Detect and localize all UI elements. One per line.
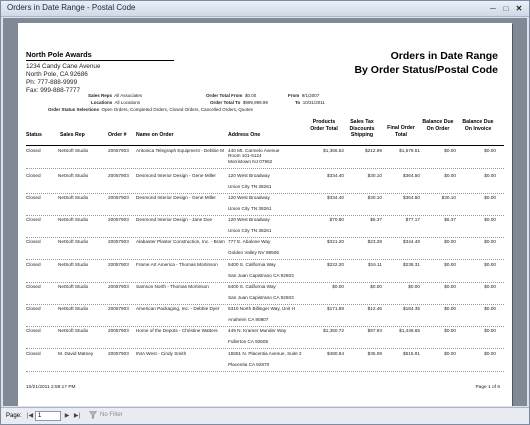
report-title: Orders in Date Range bbox=[390, 50, 498, 62]
cell-order-number: 20057903 bbox=[108, 351, 129, 356]
cell-final-total: $184.35 bbox=[403, 306, 420, 311]
cell-balance-invoice: $0.00 bbox=[484, 328, 496, 333]
filter-sales-reps bbox=[88, 93, 142, 98]
cell-name-on-order: Samson North - Thomas Mortinson bbox=[136, 284, 209, 289]
page-number-input[interactable]: 1 bbox=[35, 411, 61, 421]
col-tax-discounts: Sales Tax Discounts Shipping bbox=[349, 119, 375, 139]
cell-sales-rep: NetSoft Studio bbox=[58, 306, 89, 311]
cell-address-line-2: Fullerton CA 92605 bbox=[228, 339, 269, 344]
col-address-one: Address One bbox=[228, 132, 261, 138]
record-navigator bbox=[1, 407, 529, 424]
cell-tax-discounts: $16.11 bbox=[368, 262, 382, 267]
filter-date-to bbox=[295, 100, 325, 105]
filter-date-from bbox=[288, 93, 319, 98]
col-status: Status bbox=[26, 132, 42, 138]
cell-address-one: 5310 North Billinger Way, Unit H bbox=[228, 306, 295, 311]
cell-order-number: 20057903 bbox=[108, 262, 129, 267]
cell-order-number: 20057903 bbox=[108, 217, 129, 222]
cell-order-number: 20057903 bbox=[108, 173, 129, 178]
filter-label: To bbox=[295, 100, 301, 105]
filter-value: 9/1/2007 bbox=[301, 93, 320, 98]
cell-products-total: $0.00 bbox=[332, 284, 344, 289]
cell-order-number: 20057903 bbox=[108, 306, 129, 311]
row-separator bbox=[26, 168, 504, 169]
cell-products-total: $334.40 bbox=[327, 195, 344, 200]
cell-balance-order: $0.00 bbox=[444, 351, 456, 356]
cell-order-number: 20057903 bbox=[108, 284, 129, 289]
cell-status: Closed bbox=[26, 306, 41, 311]
cell-tax-discounts: $35.08 bbox=[367, 351, 382, 356]
filter-value: 10/31/2011 bbox=[302, 100, 325, 105]
cell-final-total: $364.50 bbox=[403, 173, 420, 178]
cell-final-total: $1,579.51 bbox=[399, 148, 420, 153]
cell-products-total: $1,350.72 bbox=[323, 328, 344, 333]
filter-order-status bbox=[48, 107, 253, 112]
cell-balance-invoice: $0.00 bbox=[484, 306, 496, 311]
cell-tax-discounts: $30.10 bbox=[367, 195, 382, 200]
cell-balance-order: $6.37 bbox=[444, 217, 456, 222]
cell-name-on-order: Home of the Depots - Christine Watters bbox=[136, 328, 218, 333]
cell-status: Closed bbox=[26, 239, 41, 244]
cell-status: Closed bbox=[26, 351, 41, 356]
table-row bbox=[26, 148, 504, 170]
cell-name-on-order: Desmond Interior Design - Jane Doe bbox=[136, 217, 213, 222]
filter-value: All Associates bbox=[114, 93, 143, 98]
close-icon[interactable]: ✕ bbox=[515, 4, 523, 13]
cell-final-total: $515.91 bbox=[403, 351, 420, 356]
cell-products-total: $70.80 bbox=[329, 217, 344, 222]
cell-address-line-2: Union City TN 38261 bbox=[228, 206, 272, 211]
cell-sales-rep: NetSoft Studio bbox=[58, 239, 89, 244]
col-products-total: Products Order Total bbox=[310, 119, 338, 132]
cell-final-total: $0.00 bbox=[408, 284, 420, 289]
cell-final-total: $364.50 bbox=[403, 195, 420, 200]
col-order-number: Order # bbox=[108, 132, 127, 138]
col-final-total: Final Order Total bbox=[387, 125, 415, 138]
cell-products-total: $334.40 bbox=[327, 173, 344, 178]
cell-balance-order: $0.00 bbox=[444, 148, 456, 153]
cell-tax-discounts: $6.37 bbox=[370, 217, 382, 222]
filter-label: Order Status Selections bbox=[48, 107, 100, 112]
cell-tax-discounts: $212.99 bbox=[365, 148, 382, 153]
cell-address-line-2: Room 101-5124 bbox=[228, 153, 262, 158]
filter-value: $999,999.99 bbox=[242, 100, 268, 105]
filter-label: Order Total To bbox=[210, 100, 241, 105]
cell-order-number: 20057903 bbox=[108, 148, 129, 153]
report-page bbox=[18, 23, 512, 406]
address-line: 1234 Candy Cane Avenue bbox=[26, 63, 101, 70]
cell-order-number: 20057903 bbox=[108, 328, 129, 333]
cell-name-on-order: Alabaster Plaster Construction, Inc. - Bram bbox=[136, 239, 225, 244]
cell-sales-rep: NetSoft Studio bbox=[58, 195, 89, 200]
cell-address-one: 5400 S. California Way bbox=[228, 284, 276, 289]
cell-balance-invoice: $0.00 bbox=[484, 284, 496, 289]
cell-address-one: 777 E. Abalone Way bbox=[228, 239, 271, 244]
cell-sales-rep: NetSoft Studio bbox=[58, 284, 89, 289]
cell-products-total: $1,366.52 bbox=[323, 148, 344, 153]
cell-status: Closed bbox=[26, 173, 41, 178]
cell-status: Closed bbox=[26, 284, 41, 289]
cell-balance-invoice: $0.00 bbox=[484, 173, 496, 178]
cell-balance-order: $0.00 bbox=[444, 328, 456, 333]
table-row bbox=[26, 328, 504, 350]
cell-balance-order: $0.00 bbox=[444, 239, 456, 244]
cell-balance-order: $0.00 bbox=[444, 306, 456, 311]
cell-status: Closed bbox=[26, 217, 41, 222]
cell-final-total: $344.49 bbox=[403, 239, 420, 244]
col-sales-rep: Sales Rep bbox=[60, 132, 85, 138]
cell-tax-discounts: $12.46 bbox=[367, 306, 382, 311]
filter-value: Open Orders, Completed Orders, Closed Orders, Cancelled Orders, Quotes bbox=[101, 107, 253, 112]
report-viewport[interactable] bbox=[3, 18, 527, 406]
cell-order-number: 20057903 bbox=[108, 195, 129, 200]
col-balance-order: Balance Due On Order bbox=[422, 119, 454, 132]
print-date: 10/21/2011 2:59:17 PM bbox=[26, 385, 76, 390]
table-row bbox=[26, 195, 504, 217]
cell-address-one: 449 N. Kramer Munder Way bbox=[228, 328, 287, 333]
table-row bbox=[26, 173, 504, 195]
company-name: North Pole Awards bbox=[26, 50, 92, 59]
cell-address-one: 120 West Broadway bbox=[228, 173, 270, 178]
window-title: Orders in Date Range - Postal Code bbox=[7, 3, 136, 12]
cell-address-one: 120 West Broadway bbox=[228, 217, 270, 222]
col-name-on-order: Name on Order bbox=[136, 132, 174, 138]
cell-sales-rep: NetSoft Studio bbox=[58, 262, 89, 267]
cell-order-number: 20057903 bbox=[108, 239, 129, 244]
row-separator bbox=[26, 193, 504, 194]
cell-tax-discounts: $0.00 bbox=[370, 284, 382, 289]
minimize-icon[interactable]: ─ bbox=[490, 4, 496, 13]
cell-name-on-order: INIA West - Cindy Smith bbox=[136, 351, 187, 356]
cell-balance-order: $0.00 bbox=[444, 284, 456, 289]
cell-status: Closed bbox=[26, 328, 41, 333]
cell-name-on-order: Antonica Telegraph Equipment - Debbie M bbox=[136, 148, 224, 153]
filter-icon bbox=[89, 411, 97, 419]
row-separator bbox=[26, 282, 504, 283]
cell-sales-rep: NetSoft Studio bbox=[58, 173, 89, 178]
cell-sales-rep: NetSoft Studio bbox=[58, 328, 89, 333]
filter-locations bbox=[91, 100, 140, 105]
fax-line: Fax: 999-888-7777 bbox=[26, 87, 81, 94]
cell-products-total: $480.84 bbox=[327, 351, 344, 356]
table-row bbox=[26, 239, 504, 261]
cell-balance-invoice: $0.00 bbox=[484, 195, 496, 200]
cell-address-one: 440 Mt. Carmelo Avenue bbox=[228, 148, 280, 153]
cell-products-total: $321.20 bbox=[327, 239, 344, 244]
cell-balance-invoice: $0.00 bbox=[484, 217, 496, 222]
cell-tax-discounts: $23.29 bbox=[367, 239, 382, 244]
filter-total-from bbox=[206, 93, 256, 98]
row-separator bbox=[26, 326, 504, 327]
table-row bbox=[26, 306, 504, 328]
cell-address-line-2: San Juan Capistrano CA 92603 bbox=[228, 295, 294, 300]
cell-address-line-2: Anaheim CA 90807 bbox=[228, 317, 269, 322]
cell-address-one: 120 West Broadway bbox=[228, 195, 270, 200]
cell-tax-discounts: $97.93 bbox=[367, 328, 382, 333]
table-row bbox=[26, 351, 504, 373]
cell-address-line-2: San Juan Capistrano CA 92603 bbox=[228, 273, 294, 278]
row-separator bbox=[26, 371, 504, 372]
table-row bbox=[26, 217, 504, 239]
cell-balance-invoice: $0.00 bbox=[484, 351, 496, 356]
cell-sales-rep: M. David Matney bbox=[58, 351, 94, 356]
cell-address-line-2: Golden Valley NV 89506 bbox=[228, 250, 279, 255]
maximize-icon[interactable]: □ bbox=[503, 4, 509, 13]
cell-final-total: $238.31 bbox=[403, 262, 420, 267]
row-separator bbox=[26, 304, 504, 305]
table-row bbox=[26, 262, 504, 284]
cell-final-total: $77.17 bbox=[405, 217, 420, 222]
filter-value: $0.00 bbox=[244, 93, 257, 98]
filter-label: Sales Reps bbox=[88, 93, 113, 98]
company-underline bbox=[26, 60, 174, 61]
cell-name-on-order: Desmond Interior Design - Gene Miller bbox=[136, 173, 216, 178]
filter-total-to bbox=[210, 100, 268, 105]
cell-status: Closed bbox=[26, 148, 41, 153]
cell-products-total: $171.89 bbox=[327, 306, 344, 311]
last-page-icon[interactable]: ▶| bbox=[73, 413, 81, 419]
filter-value: All Locations bbox=[114, 100, 141, 105]
cell-sales-rep: NetSoft Studio bbox=[58, 148, 89, 153]
filter-label: Order Total From bbox=[206, 93, 243, 98]
table-row bbox=[26, 284, 504, 306]
page-label: Page: bbox=[6, 413, 22, 419]
cell-status: Closed bbox=[26, 195, 41, 200]
cell-address-line-3: Morristown NJ 07962 bbox=[228, 159, 273, 164]
cell-balance-invoice: $0.00 bbox=[484, 148, 496, 153]
cell-address-line-2: Union City TN 38261 bbox=[228, 184, 272, 189]
cell-name-on-order: American Packaging, Inc. - Debbie Dyer bbox=[136, 306, 220, 311]
cell-status: Closed bbox=[26, 262, 41, 267]
first-page-icon[interactable]: |◀ bbox=[26, 413, 34, 419]
header-rule bbox=[26, 145, 504, 146]
cell-address-line-2: Placentia CA 92870 bbox=[228, 362, 270, 367]
page-count: Page 1 of 6 bbox=[475, 385, 500, 390]
cell-products-total: $222.20 bbox=[327, 262, 344, 267]
filter-label: From bbox=[288, 93, 300, 98]
cell-balance-order: $0.00 bbox=[444, 262, 456, 267]
col-balance-invoice: Balance Due On Invoice bbox=[462, 119, 494, 132]
cell-balance-invoice: $0.00 bbox=[484, 239, 496, 244]
next-page-icon[interactable]: ▶ bbox=[64, 413, 70, 419]
title-bar[interactable] bbox=[1, 1, 529, 17]
no-filter-label[interactable]: No Filter bbox=[100, 412, 123, 418]
cell-final-total: $1,448.65 bbox=[399, 328, 420, 333]
row-separator bbox=[26, 215, 504, 216]
row-separator bbox=[26, 237, 504, 238]
cell-address-line-2: Union City TN 38261 bbox=[228, 228, 272, 233]
cell-name-on-order: Desmond Interior Design - Gene Miller bbox=[136, 195, 216, 200]
cell-balance-invoice: $0.00 bbox=[484, 262, 496, 267]
city-line: North Pole, CA 92686 bbox=[26, 71, 88, 78]
cell-balance-order: $0.00 bbox=[444, 173, 456, 178]
cell-sales-rep: NetSoft Studio bbox=[58, 217, 89, 222]
phone-line: Ph: 777-888-9999 bbox=[26, 79, 78, 86]
cell-balance-order: $30.10 bbox=[441, 195, 456, 200]
row-separator bbox=[26, 348, 504, 349]
row-separator bbox=[26, 259, 504, 260]
filter-label: Locations bbox=[91, 100, 113, 105]
cell-address-one: 5400 S. California Way bbox=[228, 262, 276, 267]
cell-address-one: 15551 N. Placentia Avenue, Suite 2 bbox=[228, 351, 302, 356]
cell-tax-discounts: $30.10 bbox=[367, 173, 382, 178]
cell-name-on-order: Frame Art America - Thomas Mortinson bbox=[136, 262, 218, 267]
report-subtitle: By Order Status/Postal Code bbox=[354, 64, 498, 76]
